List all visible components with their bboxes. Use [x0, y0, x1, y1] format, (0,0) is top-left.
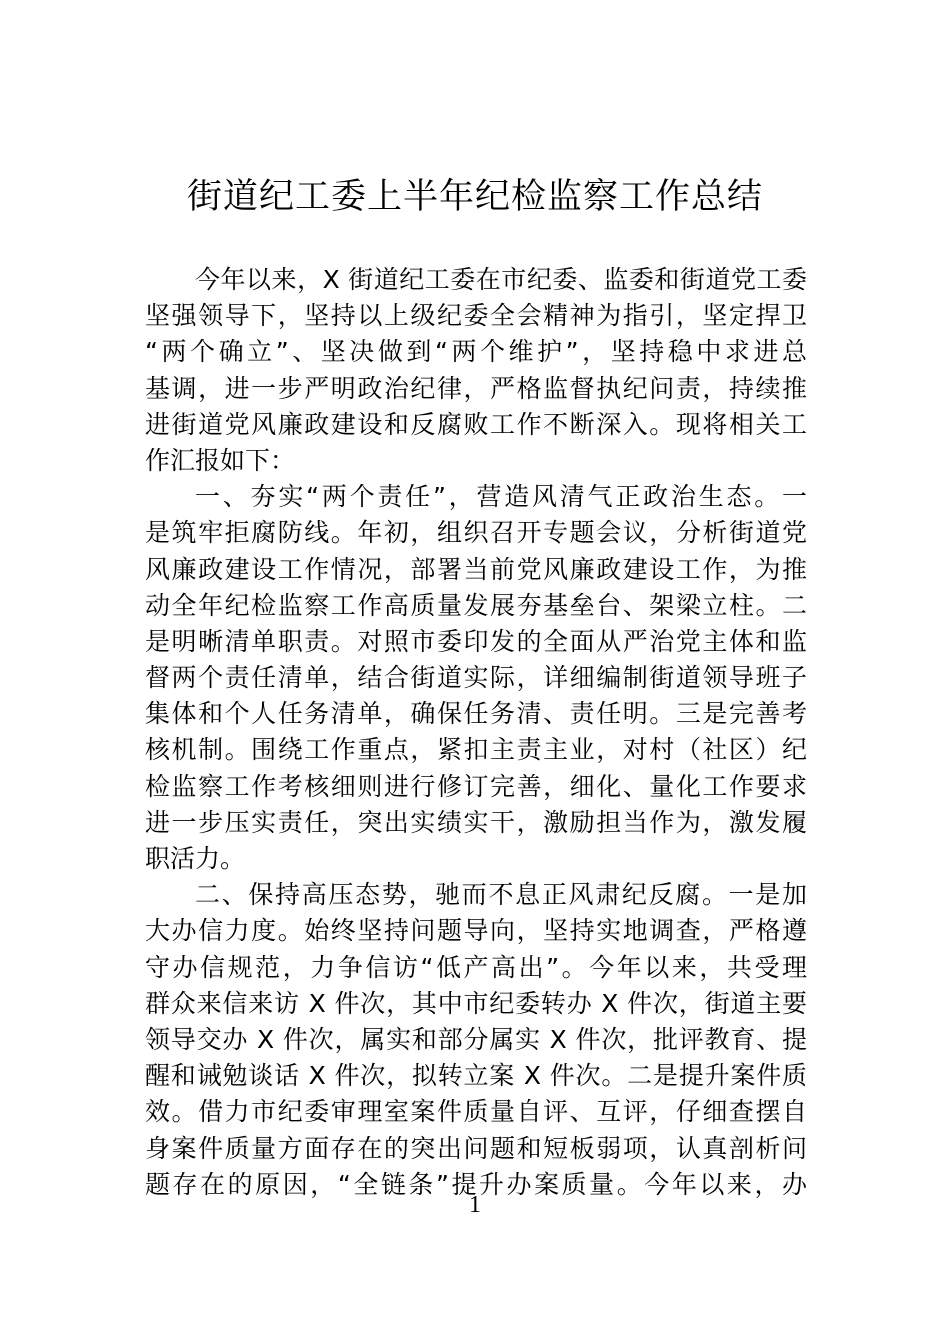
- text-line: 坚强领导下，坚持以上级纪委全会精神为指引，坚定捍卫: [145, 301, 807, 331]
- text-line: “两个确立”、坚决做到“两个维护”，坚持稳中求进总: [145, 337, 807, 367]
- text-line: 群众来信来访 X 件次，其中市纪委转办 X 件次，街道主要: [145, 988, 807, 1018]
- document-body: [145, 262, 807, 1203]
- text-line: 风廉政建设工作情况，部署当前党风廉政建设工作，为推: [145, 554, 807, 584]
- text-line: 醒和诫勉谈话 X 件次，拟转立案 X 件次。二是提升案件质: [145, 1061, 807, 1091]
- text-line: 动全年纪检监察工作高质量发展夯基垒台、架梁立柱。二: [145, 590, 807, 620]
- text-line: 身案件质量方面存在的突出问题和短板弱项，认真剖析问: [145, 1133, 807, 1163]
- text-line: 督两个责任清单，结合街道实际，详细编制街道领导班子: [145, 663, 807, 693]
- text-line: 职活力。: [145, 844, 246, 873]
- text-line: 集体和个人任务清单，确保任务清、责任明。三是完善考: [145, 699, 807, 729]
- text-line: 领导交办 X 件次，属实和部分属实 X 件次，批评教育、提: [145, 1024, 807, 1054]
- document-title: 街道纪工委上半年纪检监察工作总结: [186, 177, 763, 217]
- text-line: 作汇报如下：: [145, 445, 296, 475]
- text-line: 守办信规范，力争信访“低产高出”。今年以来，共受理: [145, 952, 807, 982]
- text-line: 是筑牢拒腐防线。年初，组织召开专题会议，分析街道党: [145, 518, 807, 548]
- section-heading-line: 二、保持高压态势，驰而不息正风肃纪反腐。一是加: [195, 880, 807, 910]
- text-line: 今年以来，X 街道纪工委在市纪委、监委和街道党工委: [195, 265, 807, 294]
- text-line: 大办信力度。始终坚持问题导向，坚持实地调查，严格遵: [145, 916, 807, 946]
- section-heading-line: 一、夯实“两个责任”，营造风清气正政治生态。一: [195, 482, 807, 512]
- text-line: 题存在的原因，“全链条”提升办案质量。今年以来，办: [145, 1169, 807, 1199]
- text-line: 进街道党风廉政建设和反腐败工作不断深入。现将相关工: [145, 409, 807, 439]
- text-line: 进一步压实责任，突出实绩实干，激励担当作为，激发履: [145, 807, 807, 837]
- text-line: 是明晰清单职责。对照市委印发的全面从严治党主体和监: [145, 626, 807, 656]
- text-line: 核机制。围绕工作重点，紧扣主责主业，对村（社区）纪: [145, 735, 807, 765]
- text-line: 效。借力市纪委审理室案件质量自评、互评，仔细查摆自: [145, 1097, 807, 1127]
- page-number: 1: [469, 1192, 481, 1218]
- text-line: 基调，进一步严明政治纪律，严格监督执纪问责，持续推: [145, 373, 807, 403]
- text-line: 检监察工作考核细则进行修订完善，细化、量化工作要求: [145, 771, 807, 801]
